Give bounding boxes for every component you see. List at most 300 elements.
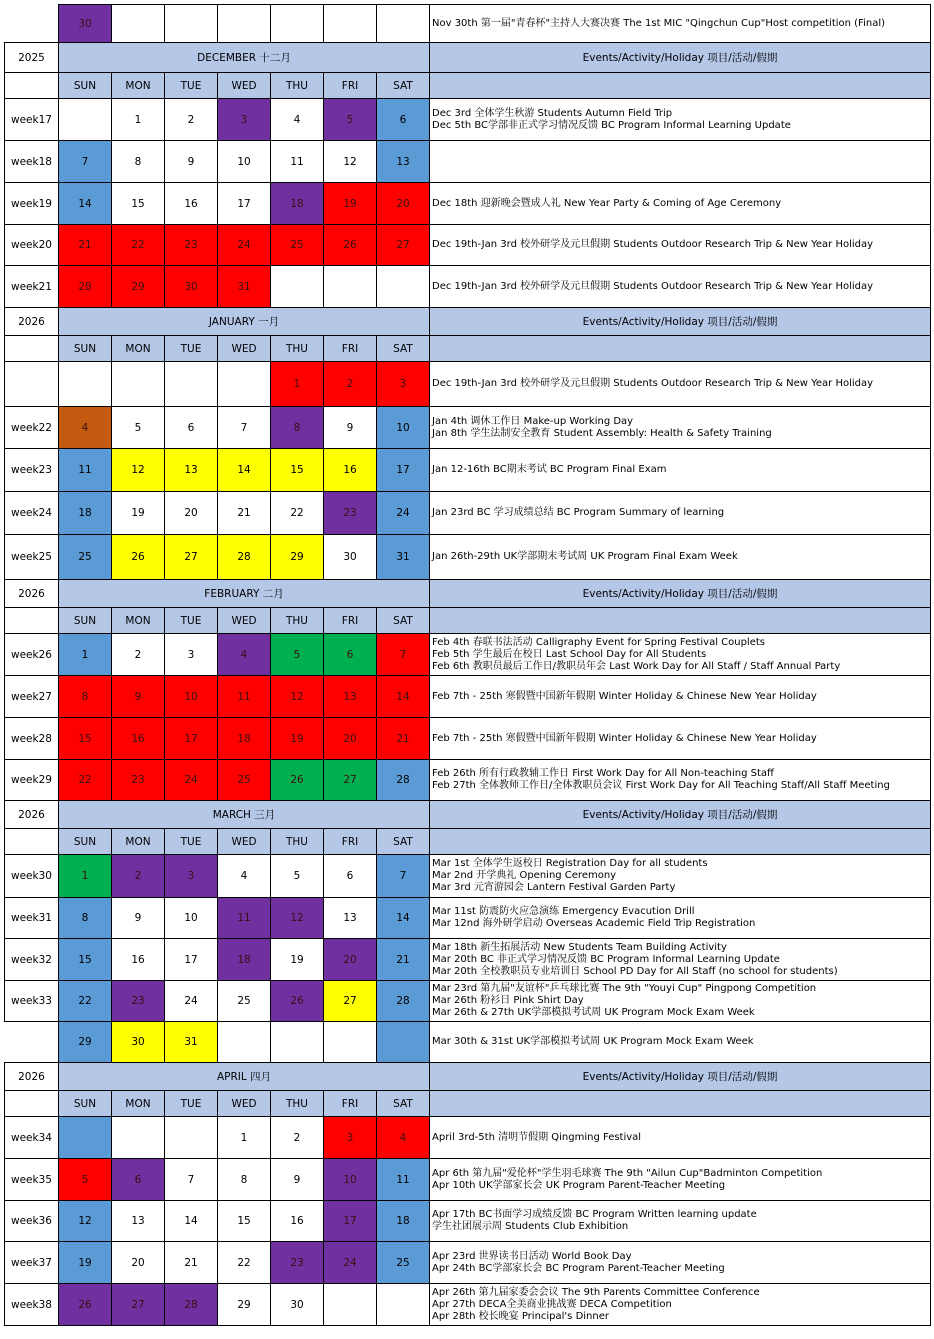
- day-cell: 5: [271, 855, 324, 898]
- day-cell: [377, 5, 430, 43]
- day-cell: [112, 5, 165, 43]
- day-cell: 10: [165, 676, 218, 718]
- year-label: 2026: [5, 580, 59, 608]
- day-cell: 23: [324, 492, 377, 535]
- day-cell: 17: [165, 939, 218, 981]
- week-row: [5, 492, 931, 535]
- day-cell: 1: [59, 855, 112, 898]
- week-row: [5, 760, 931, 801]
- day-cell: 12: [59, 1201, 112, 1242]
- day-cell: 24: [324, 1242, 377, 1284]
- week-row: [5, 449, 931, 492]
- day-cell: 11: [59, 449, 112, 492]
- week-row: [5, 981, 931, 1022]
- events-column-header: Events/Activity/Holiday 项目/活动/假期: [430, 1063, 931, 1091]
- day-cell: [165, 5, 218, 43]
- day-cell: [377, 1022, 430, 1063]
- day-cell: 23: [165, 225, 218, 266]
- week-label: week22: [5, 407, 59, 449]
- events-cell: [430, 99, 931, 141]
- day-name-fri: FRI: [324, 608, 377, 634]
- week-label: week20: [5, 225, 59, 266]
- day-cell: 30: [324, 535, 377, 580]
- day-cell: 6: [112, 1159, 165, 1201]
- day-cell: 14: [165, 1201, 218, 1242]
- week-label: week36: [5, 1201, 59, 1242]
- day-name-wed: WED: [218, 608, 271, 634]
- events-cell: [430, 1159, 931, 1201]
- event-line: Apr 28th 校长晚宴 Principal's Dinner: [432, 1310, 609, 1322]
- day-name-sun: SUN: [59, 336, 112, 362]
- events-cell: [430, 1201, 931, 1242]
- day-cell: 4: [377, 1117, 430, 1159]
- year-label: 2026: [5, 1063, 59, 1091]
- day-cell: 15: [271, 449, 324, 492]
- day-cell: 29: [218, 1284, 271, 1326]
- month-header-row: [5, 1063, 931, 1091]
- day-cell: 28: [377, 981, 430, 1022]
- events-blank: [430, 336, 931, 362]
- week-row: [5, 676, 931, 718]
- day-cell: 10: [324, 1159, 377, 1201]
- day-cell: 27: [165, 535, 218, 580]
- day-name-sun: SUN: [59, 1091, 112, 1117]
- day-cell: 28: [218, 535, 271, 580]
- day-cell: 28: [377, 760, 430, 801]
- day-cell: [112, 362, 165, 407]
- event-line: Mar 1st 全体学生返校日 Registration Day for all students: [432, 858, 708, 869]
- day-cell: [218, 1022, 271, 1063]
- day-name-tue: TUE: [165, 608, 218, 634]
- day-cell: 24: [165, 981, 218, 1022]
- week-label: week24: [5, 492, 59, 535]
- day-cell: 4: [218, 634, 271, 676]
- day-cell: 7: [218, 407, 271, 449]
- day-cell: 30: [165, 266, 218, 308]
- events-column-header: Events/Activity/Holiday 项目/活动/假期: [430, 308, 931, 336]
- week-row: [5, 535, 931, 580]
- day-cell: [112, 1117, 165, 1159]
- week-label: week32: [5, 939, 59, 981]
- day-cell: 5: [271, 634, 324, 676]
- events-cell: [430, 266, 931, 308]
- day-cell: 29: [59, 1022, 112, 1063]
- day-cell: 21: [165, 1242, 218, 1284]
- week-label: week28: [5, 718, 59, 760]
- day-cell: 25: [218, 981, 271, 1022]
- week-label: week29: [5, 760, 59, 801]
- day-cell: 22: [271, 492, 324, 535]
- day-cell: 18: [59, 492, 112, 535]
- day-cell: 8: [271, 407, 324, 449]
- day-cell: [271, 5, 324, 43]
- day-name-fri: FRI: [324, 73, 377, 99]
- day-cell: 31: [218, 266, 271, 308]
- event-line: Apr 6th 第九届"爱伦杯"学生羽毛球赛 The 9th "Ailun Cup"Badminton Competition: [432, 1167, 823, 1179]
- day-cell: [271, 1022, 324, 1063]
- week-row: [5, 1159, 931, 1201]
- day-cell: 25: [218, 760, 271, 801]
- day-name-mon: MON: [112, 829, 165, 855]
- day-cell: 19: [271, 939, 324, 981]
- week-label: [5, 362, 59, 407]
- event-line: Dec 19th-Jan 3rd 校外研学及元旦假期 Students Outdoor Research Trip & New Year Holiday: [432, 378, 874, 389]
- day-cell: 6: [165, 407, 218, 449]
- day-cell: 25: [271, 225, 324, 266]
- events-cell: [430, 718, 931, 760]
- day-cell: 17: [377, 449, 430, 492]
- day-cell: 23: [112, 760, 165, 801]
- event-line: Jan 26th-29th UK学部期末考试周 UK Program Final Exam Week: [432, 551, 738, 562]
- day-cell: 23: [271, 1242, 324, 1284]
- event-line: Dec 19th-Jan 3rd 校外研学及元旦假期 Students Outdoor Research Trip & New Year Holiday: [432, 280, 874, 292]
- day-cell: 4: [271, 99, 324, 141]
- day-cell: 30: [59, 5, 112, 43]
- month-title: JANUARY 一月: [59, 308, 430, 336]
- day-cell: 18: [218, 939, 271, 981]
- week-label: week27: [5, 676, 59, 718]
- day-cell: 1: [59, 634, 112, 676]
- day-cell: 9: [165, 141, 218, 183]
- event-line: Dec 3rd 全体学生秋游 Students Autumn Field Trip: [432, 107, 673, 119]
- day-cell: [377, 1284, 430, 1326]
- events-column-header: Events/Activity/Holiday 项目/活动/假期: [430, 580, 931, 608]
- day-cell: 7: [377, 855, 430, 898]
- event-line: Mar 23rd 第九届"友谊杯"乒乓球比赛 The 9th "Youyi Cup" Pingpong Competition: [432, 983, 817, 994]
- events-cell: [430, 5, 931, 43]
- events-cell: [430, 362, 931, 407]
- day-cell: 17: [218, 183, 271, 225]
- month-title: DECEMBER 十二月: [59, 43, 430, 73]
- week-row: [5, 362, 931, 407]
- day-name-sun: SUN: [59, 829, 112, 855]
- day-cell: 2: [165, 99, 218, 141]
- day-cell: 6: [377, 99, 430, 141]
- day-name-sat: SAT: [377, 1091, 430, 1117]
- day-name-tue: TUE: [165, 829, 218, 855]
- day-cell: 15: [59, 939, 112, 981]
- day-names-row: [5, 608, 931, 634]
- day-cell: 11: [218, 676, 271, 718]
- event-line: Mar 26th 粉衫日 Pink Shirt Day: [432, 995, 584, 1006]
- event-line: Feb 4th 春联书法活动 Calligraphy Event for Spring Festival Couplets: [432, 636, 765, 648]
- day-name-mon: MON: [112, 73, 165, 99]
- day-name-thu: THU: [271, 608, 324, 634]
- day-cell: [218, 5, 271, 43]
- day-cell: 4: [218, 855, 271, 898]
- week-row: [5, 855, 931, 898]
- day-cell: 17: [324, 1201, 377, 1242]
- day-cell: 24: [218, 225, 271, 266]
- events-cell: [430, 855, 931, 898]
- day-cell: 27: [377, 225, 430, 266]
- day-cell: 12: [324, 141, 377, 183]
- day-cell: [324, 1022, 377, 1063]
- day-cell: 17: [165, 718, 218, 760]
- week-label-blank: [5, 608, 59, 634]
- day-name-wed: WED: [218, 1091, 271, 1117]
- week-label: week21: [5, 266, 59, 308]
- day-name-thu: THU: [271, 829, 324, 855]
- day-cell: 23: [112, 981, 165, 1022]
- day-cell: 21: [59, 225, 112, 266]
- day-cell: 21: [377, 939, 430, 981]
- day-names-row: [5, 336, 931, 362]
- events-cell: [430, 634, 931, 676]
- day-cell: 27: [324, 760, 377, 801]
- year-label: 2025: [5, 43, 59, 73]
- events-cell: [430, 1242, 931, 1284]
- event-line: Mar 18th 新生拓展活动 New Students Team Building Activity: [432, 941, 727, 953]
- events-column-header: Events/Activity/Holiday 项目/活动/假期: [430, 801, 931, 829]
- week-row: [5, 939, 931, 981]
- day-cell: 26: [271, 981, 324, 1022]
- day-cell: 20: [324, 718, 377, 760]
- events-cell: [430, 1117, 931, 1159]
- day-cell: [59, 362, 112, 407]
- day-cell: 9: [324, 407, 377, 449]
- day-cell: 14: [377, 898, 430, 939]
- day-cell: 22: [59, 760, 112, 801]
- day-cell: 27: [324, 981, 377, 1022]
- week-label: week30: [5, 855, 59, 898]
- events-cell: [430, 535, 931, 580]
- event-line: Dec 18th 迎新晚会暨成人礼 New Year Party & Coming of Age Ceremony: [432, 197, 782, 209]
- day-cell: 1: [112, 99, 165, 141]
- event-line: Dec 5th BC学部非正式学习情况反馈 BC Program Informal Learning Update: [432, 119, 791, 131]
- day-name-thu: THU: [271, 336, 324, 362]
- week-row: [5, 1201, 931, 1242]
- event-line: Feb 7th - 25th 寒假暨中国新年假期 Winter Holiday & Chinese New Year Holiday: [432, 690, 817, 702]
- day-cell: 13: [165, 449, 218, 492]
- events-cell: [430, 183, 931, 225]
- day-cell: 19: [324, 183, 377, 225]
- day-cell: 14: [377, 676, 430, 718]
- day-cell: 5: [112, 407, 165, 449]
- day-cell: 13: [377, 141, 430, 183]
- week-row: [5, 1022, 931, 1063]
- week-row: [5, 1284, 931, 1326]
- event-line: Feb 6th 教职员最后工作日/教职员年会 Last Work Day for All Staff / Staff Annual Party: [432, 660, 841, 672]
- events-cell: [430, 449, 931, 492]
- week-row: [5, 99, 931, 141]
- day-cell: 1: [218, 1117, 271, 1159]
- day-cell: 8: [59, 898, 112, 939]
- day-cell: 12: [271, 676, 324, 718]
- day-cell: 20: [112, 1242, 165, 1284]
- event-line: Mar 26th & 27th UK学部模拟考试周 UK Program Mock Exam Week: [432, 1007, 755, 1018]
- day-cell: 19: [59, 1242, 112, 1284]
- day-cell: 28: [165, 1284, 218, 1326]
- week-label-blank: [5, 1091, 59, 1117]
- day-cell: 26: [112, 535, 165, 580]
- day-cell: 26: [59, 1284, 112, 1326]
- events-cell: [430, 407, 931, 449]
- day-cell: 11: [271, 141, 324, 183]
- year-label: 2026: [5, 801, 59, 829]
- day-cell: 25: [59, 535, 112, 580]
- event-line: April 3rd-5th 清明节假期 Qingming Festival: [432, 1131, 642, 1143]
- day-cell: 13: [112, 1201, 165, 1242]
- week-row: [5, 183, 931, 225]
- event-line: 学生社团展示周 Students Club Exhibition: [432, 1221, 629, 1232]
- day-cell: 30: [271, 1284, 324, 1326]
- day-cell: 7: [165, 1159, 218, 1201]
- day-cell: 29: [112, 266, 165, 308]
- week-label: [5, 1022, 59, 1063]
- day-cell: [59, 1117, 112, 1159]
- events-cell: [430, 676, 931, 718]
- event-line: Jan 4th 调休工作日 Make-up Working Day: [432, 415, 634, 427]
- events-cell: [430, 141, 931, 183]
- day-cell: 8: [218, 1159, 271, 1201]
- day-cell: 22: [59, 981, 112, 1022]
- school-calendar-table: [4, 4, 931, 1326]
- day-cell: 9: [112, 898, 165, 939]
- event-line: Mar 11st 防震防火应急演练 Emergency Evacution Drill: [432, 906, 695, 917]
- events-column-header: Events/Activity/Holiday 项目/活动/假期: [430, 43, 931, 73]
- day-cell: 7: [59, 141, 112, 183]
- day-name-sun: SUN: [59, 73, 112, 99]
- week-label-blank: [5, 336, 59, 362]
- day-cell: 18: [377, 1201, 430, 1242]
- day-cell: 6: [324, 855, 377, 898]
- day-cell: [271, 266, 324, 308]
- week-row: [5, 141, 931, 183]
- day-name-fri: FRI: [324, 829, 377, 855]
- day-cell: 2: [324, 362, 377, 407]
- events-cell: [430, 760, 931, 801]
- week-label-blank: [5, 829, 59, 855]
- day-cell: 24: [377, 492, 430, 535]
- week-label: week34: [5, 1117, 59, 1159]
- event-line: Mar 20th 全校教职员专业培训日 School PD Day for All Staff (no school for students): [432, 965, 838, 977]
- events-cell: [430, 898, 931, 939]
- event-line: Jan 12-16th BC期末考试 BC Program Final Exam: [432, 464, 667, 475]
- week-row: [5, 718, 931, 760]
- day-cell: [324, 1284, 377, 1326]
- day-cell: 31: [377, 535, 430, 580]
- day-cell: [324, 5, 377, 43]
- events-cell: [430, 1022, 931, 1063]
- month-header-row: [5, 801, 931, 829]
- month-header-row: [5, 580, 931, 608]
- day-name-fri: FRI: [324, 336, 377, 362]
- event-line: Mar 2nd 开学典礼 Opening Ceremony: [432, 870, 617, 881]
- event-line: Mar 3rd 元宵游园会 Lantern Festival Garden Party: [432, 882, 676, 893]
- month-title: MARCH 三月: [59, 801, 430, 829]
- day-cell: 9: [271, 1159, 324, 1201]
- week-row: [5, 407, 931, 449]
- day-cell: 13: [324, 676, 377, 718]
- event-line: Apr 17th BC书面学习成绩反馈 BC Program Written learning update: [432, 1209, 757, 1220]
- week-label: week31: [5, 898, 59, 939]
- day-cell: 2: [112, 855, 165, 898]
- day-name-tue: TUE: [165, 1091, 218, 1117]
- events-cell: [430, 981, 931, 1022]
- day-cell: [377, 266, 430, 308]
- month-header-row: [5, 43, 931, 73]
- day-cell: 10: [377, 407, 430, 449]
- day-cell: 3: [218, 99, 271, 141]
- day-name-sat: SAT: [377, 73, 430, 99]
- day-cell: 11: [218, 898, 271, 939]
- day-cell: 20: [377, 183, 430, 225]
- event-line: Mar 20th BC 非正式学习情况反馈 BC Program Informal Learning Update: [432, 953, 780, 965]
- event-line: Nov 30th 第一届"青春杯"主持人大赛决赛 The 1st MIC "Qingchun Cup"Host competition (Final): [432, 17, 886, 29]
- day-cell: 11: [377, 1159, 430, 1201]
- event-line: Feb 26th 所有行政教辅工作日 First Work Day for All Non-teaching Staff: [432, 768, 774, 779]
- month-title: FEBRUARY 二月: [59, 580, 430, 608]
- month-header-row: [5, 308, 931, 336]
- day-names-row: [5, 73, 931, 99]
- event-line: Feb 27th 全体教师工作日/全体教职员会议 First Work Day for All Teaching Staff/All Staff Meeting: [432, 780, 890, 791]
- day-name-wed: WED: [218, 73, 271, 99]
- day-cell: 1: [271, 362, 324, 407]
- day-cell: 18: [218, 718, 271, 760]
- day-cell: 26: [271, 760, 324, 801]
- day-cell: 25: [377, 1242, 430, 1284]
- day-cell: 29: [271, 535, 324, 580]
- day-cell: 6: [324, 634, 377, 676]
- day-cell: 28: [59, 266, 112, 308]
- day-cell: 19: [112, 492, 165, 535]
- event-line: Dec 19th-Jan 3rd 校外研学及元旦假期 Students Outdoor Research Trip & New Year Holiday: [432, 239, 874, 250]
- day-cell: 5: [59, 1159, 112, 1201]
- event-line: Mar 30th & 31st UK学部模拟考试周 UK Program Mock Exam Week: [432, 1036, 754, 1047]
- day-cell: 16: [324, 449, 377, 492]
- day-cell: 15: [112, 183, 165, 225]
- day-cell: 2: [112, 634, 165, 676]
- day-cell: 5: [324, 99, 377, 141]
- day-cell: [165, 362, 218, 407]
- day-names-row: [5, 829, 931, 855]
- week-label: week25: [5, 535, 59, 580]
- day-cell: 3: [165, 634, 218, 676]
- week-row: [5, 634, 931, 676]
- day-name-sun: SUN: [59, 608, 112, 634]
- event-line: Mar 12nd 海外研学启动 Overseas Academic Field Trip Registration: [432, 918, 756, 929]
- day-cell: 15: [218, 1201, 271, 1242]
- week-label: week23: [5, 449, 59, 492]
- week-row: [5, 1117, 931, 1159]
- event-line: Feb 7th - 25th 寒假暨中国新年假期 Winter Holiday & Chinese New Year Holiday: [432, 732, 817, 744]
- event-line: Apr 26th 第九届家委会会议 The 9th Parents Committee Conference: [432, 1286, 760, 1298]
- day-cell: 16: [112, 939, 165, 981]
- day-name-sat: SAT: [377, 336, 430, 362]
- week-label: week37: [5, 1242, 59, 1284]
- events-blank: [430, 829, 931, 855]
- events-blank: [430, 1091, 931, 1117]
- day-name-fri: FRI: [324, 1091, 377, 1117]
- day-name-mon: MON: [112, 336, 165, 362]
- day-names-row: [5, 1091, 931, 1117]
- week-label: week33: [5, 981, 59, 1022]
- week-label: week19: [5, 183, 59, 225]
- day-cell: 14: [59, 183, 112, 225]
- day-name-wed: WED: [218, 336, 271, 362]
- event-line: Feb 5th 学生最后在校日 Last School Day for All Students: [432, 648, 707, 660]
- day-cell: 16: [271, 1201, 324, 1242]
- events-blank: [430, 608, 931, 634]
- week-row: [5, 1242, 931, 1284]
- day-cell: 26: [324, 225, 377, 266]
- day-cell: 2: [271, 1117, 324, 1159]
- day-cell: 18: [271, 183, 324, 225]
- day-cell: [59, 99, 112, 141]
- day-cell: 12: [112, 449, 165, 492]
- week-label: week35: [5, 1159, 59, 1201]
